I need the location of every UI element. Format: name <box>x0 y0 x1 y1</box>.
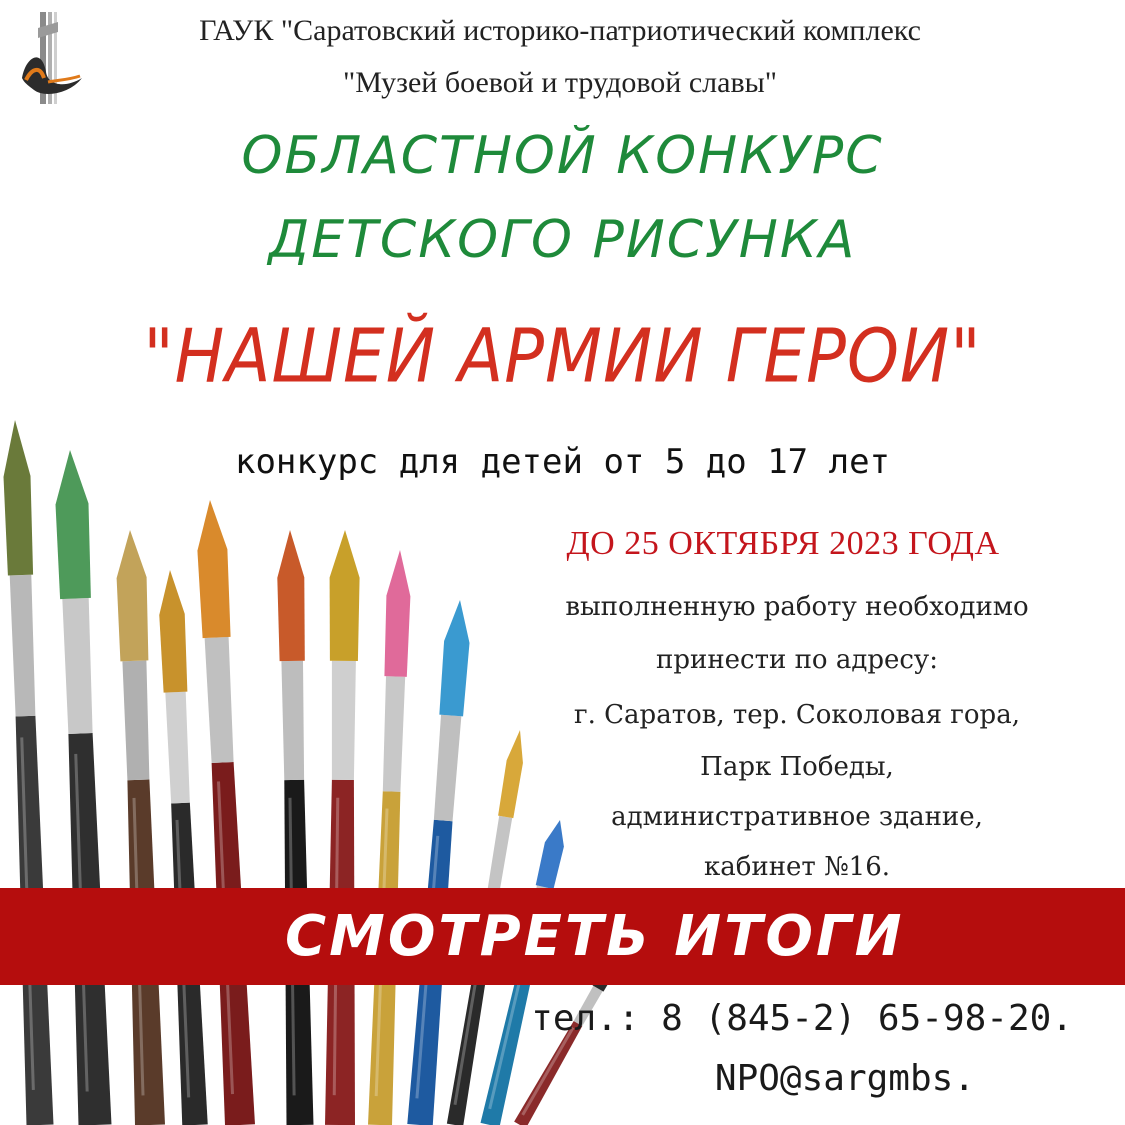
brush-ferrule-6 <box>332 661 356 780</box>
brush-ferrule-7 <box>383 676 405 792</box>
brush-ferrule-0 <box>10 575 36 717</box>
view-results-button[interactable] <box>0 888 1125 985</box>
brush-ferrule-4 <box>205 637 234 763</box>
address-line-3: административное здание, <box>611 802 983 832</box>
brush-ferrule-5 <box>281 661 304 780</box>
brush-bristles-7 <box>384 550 410 677</box>
brush-bristles-5 <box>277 530 304 661</box>
view-results-label: СМОТРЕТЬ ИТОГИ <box>285 904 905 969</box>
organization-line-1: ГАУК "Саратовский историко-патриотический комплекс <box>199 14 921 47</box>
brush-ferrule-2 <box>122 660 149 780</box>
brush-ferrule-1 <box>62 598 92 734</box>
brush-ferrule-8 <box>434 715 461 821</box>
brush-bristles-3 <box>159 570 187 693</box>
instructions-line-1: выполненную работу необходимо <box>565 592 1029 622</box>
address-line-2: Парк Победы, <box>700 752 894 782</box>
museum-emblem-icon <box>12 8 86 108</box>
contest-heading-line-2: ДЕТСКОГО РИСУНКА <box>268 210 857 270</box>
email-text: NPO@sargmbs. <box>714 1058 975 1099</box>
brush-bristles-8 <box>439 600 469 716</box>
contest-heading-line-1: ОБЛАСТНОЙ КОНКУРС <box>241 126 884 186</box>
organization-line-2: "Музей боевой и трудовой славы" <box>342 66 778 99</box>
address-line-1: г. Саратов, тер. Соколовая гора, <box>574 700 1020 730</box>
brush-bristles-2 <box>117 530 149 661</box>
address-line-4: кабинет №16. <box>703 852 891 882</box>
brush-ferrule-3 <box>165 692 190 804</box>
contest-title: "НАШЕЙ АРМИИ ГЕРОИ" <box>143 313 982 400</box>
instructions-line-2: принести по адресу: <box>656 645 938 675</box>
brush-bristles-6 <box>330 530 360 661</box>
age-range-text: конкурс для детей от 5 до 17 лет <box>234 442 891 482</box>
phone-text: тел.: 8 (845-2) 65-98-20. <box>531 998 1073 1039</box>
deadline-text: ДО 25 ОКТЯБРЯ 2023 ГОДА <box>566 525 1000 562</box>
brush-bristles-4 <box>197 500 230 638</box>
